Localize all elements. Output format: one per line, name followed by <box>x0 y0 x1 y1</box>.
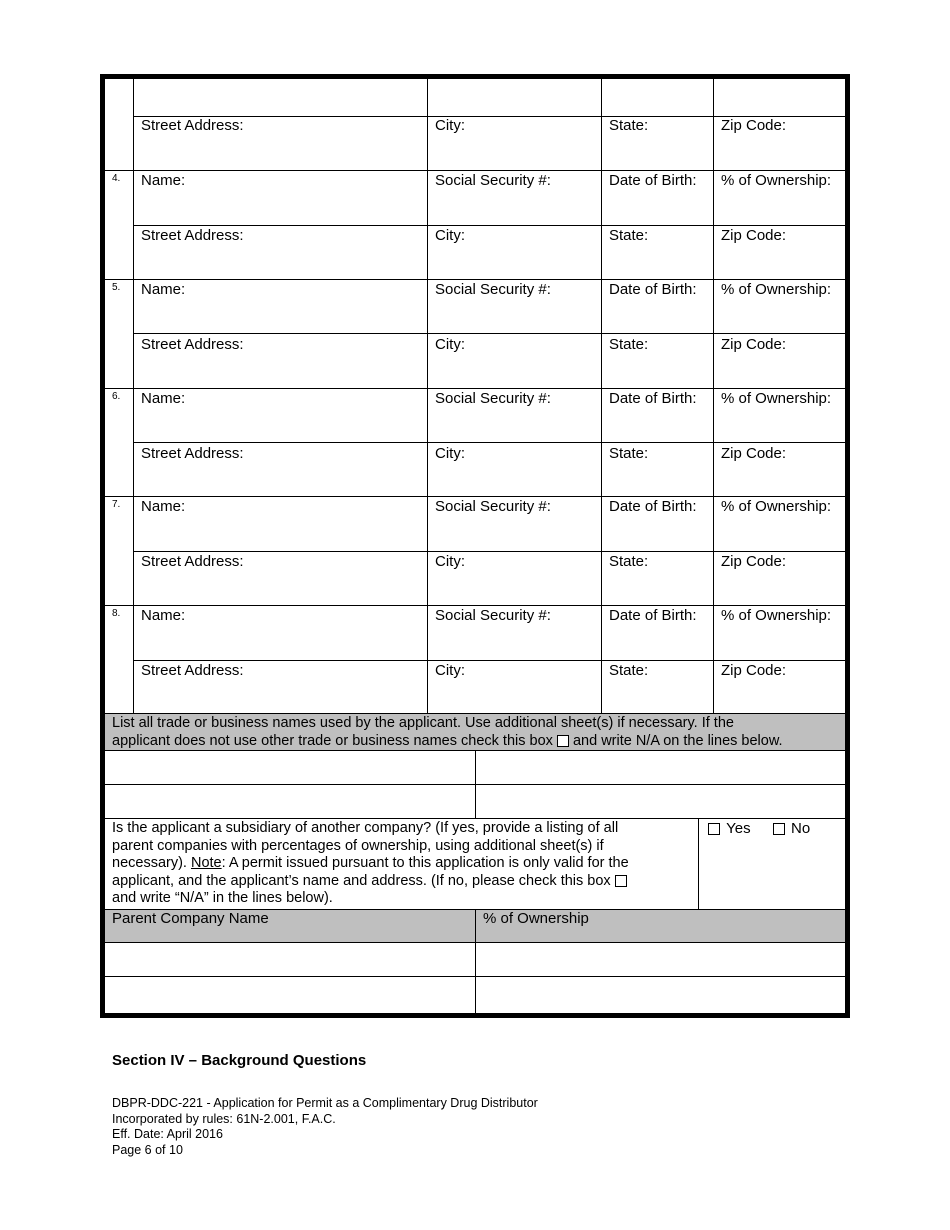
owner3-zip-label[interactable]: Zip Code: <box>721 117 787 134</box>
owner3-top-field[interactable] <box>134 79 426 115</box>
owner3-state-label[interactable]: State: <box>609 117 649 134</box>
owner-number: 4. <box>112 173 121 184</box>
parent-company-name-header: Parent Company Name <box>112 910 269 927</box>
trade-name-field-1[interactable] <box>106 751 474 783</box>
owner4-street-label[interactable]: Street Address: <box>141 227 244 244</box>
trade-name-field-3[interactable] <box>106 785 474 817</box>
no-trade-names-checkbox[interactable] <box>557 735 569 747</box>
owner4-dob-label[interactable]: Date of Birth: <box>609 172 697 189</box>
owner7-ownership-label[interactable]: % of Ownership: <box>721 498 832 515</box>
owner8-dob-label[interactable]: Date of Birth: <box>609 607 697 624</box>
form-id: DBPR-DDC-221 - Application for Permit as a Complimentary Drug Distributor <box>112 1096 538 1110</box>
trade-name-field-2[interactable] <box>476 751 844 783</box>
owner3-top-field[interactable] <box>714 79 844 115</box>
parent-ownership-field-1[interactable] <box>476 943 844 975</box>
owner7-dob-label[interactable]: Date of Birth: <box>609 498 697 515</box>
owner8-street-label[interactable]: Street Address: <box>141 662 244 679</box>
effective-date: Eff. Date: April 2016 <box>112 1127 223 1141</box>
owner-number: 6. <box>112 391 121 402</box>
owner6-zip-label[interactable]: Zip Code: <box>721 445 787 462</box>
not-subsidiary-checkbox[interactable] <box>615 875 627 887</box>
rules-reference: Incorporated by rules: 61N-2.001, F.A.C. <box>112 1111 336 1126</box>
owner6-street-label[interactable]: Street Address: <box>141 445 244 462</box>
owner8-state-label[interactable]: State: <box>609 662 649 679</box>
owner6-ssn-label[interactable]: Social Security #: <box>435 390 551 407</box>
owner7-ssn-label[interactable]: Social Security #: <box>435 498 551 515</box>
owner6-state-label[interactable]: State: <box>609 445 649 462</box>
owner4-name-label[interactable]: Name: <box>141 172 186 189</box>
section-title: Section IV – Background Questions <box>112 1052 367 1069</box>
subsidiary-yes-no: Yes No <box>708 820 810 838</box>
owner7-street-label[interactable]: Street Address: <box>141 553 244 570</box>
owner6-city-label[interactable]: City: <box>435 445 465 462</box>
owner8-city-label[interactable]: City: <box>435 662 465 679</box>
page-number: Page 6 of 10 <box>112 1142 183 1157</box>
owner-number: 8. <box>112 608 121 619</box>
owner5-ownership-label[interactable]: % of Ownership: <box>721 281 832 298</box>
owner8-name-label[interactable]: Name: <box>141 607 186 624</box>
subsidiary-no-checkbox[interactable] <box>773 823 785 835</box>
parent-company-name-field-1[interactable] <box>106 943 474 975</box>
owner8-ownership-label[interactable]: % of Ownership: <box>721 607 832 624</box>
owner5-name-label[interactable]: Name: <box>141 281 186 298</box>
trade-name-field-4[interactable] <box>476 785 844 817</box>
page-footer <box>112 1096 538 1158</box>
owner3-top-field[interactable] <box>602 79 712 115</box>
owner8-ssn-label[interactable]: Social Security #: <box>435 607 551 624</box>
owner4-state-label[interactable]: State: <box>609 227 649 244</box>
owner4-city-label[interactable]: City: <box>435 227 465 244</box>
owner7-zip-label[interactable]: Zip Code: <box>721 553 787 570</box>
owner6-name-label[interactable]: Name: <box>141 390 186 407</box>
owner5-ssn-label[interactable]: Social Security #: <box>435 281 551 298</box>
owner4-zip-label[interactable]: Zip Code: <box>721 227 787 244</box>
owner3-top-field[interactable] <box>428 79 600 115</box>
owner7-state-label[interactable]: State: <box>609 553 649 570</box>
owner6-ownership-label[interactable]: % of Ownership: <box>721 390 832 407</box>
parent-ownership-field-2[interactable] <box>476 977 844 1012</box>
owner6-dob-label[interactable]: Date of Birth: <box>609 390 697 407</box>
owner-number: 5. <box>112 282 121 293</box>
owner4-ssn-label[interactable]: Social Security #: <box>435 172 551 189</box>
owner8-zip-label[interactable]: Zip Code: <box>721 662 787 679</box>
subsidiary-question: Is the applicant a subsidiary of another company? (If yes, provide a listing of all parent companies with percentages of ownership, using additional sheet(s) if necessary). Note: A permit issued pursuant to this application is only valid for the applicant, and the applicant’s name and address. (If no, please check this box and write “N/A” in the lines below). <box>112 820 629 906</box>
owner7-name-label[interactable]: Name: <box>141 498 186 515</box>
trade-names-instructions: List all trade or business names used by the applicant. Use additional sheet(s) if necessary. If the applicant does not use other trade or business names check this box and write N/A on the lines below. <box>112 715 783 749</box>
owner-number: 7. <box>112 499 121 510</box>
owner3-street-label[interactable]: Street Address: <box>141 117 244 134</box>
owner5-city-label[interactable]: City: <box>435 336 465 353</box>
owner3-city-label[interactable]: City: <box>435 117 465 134</box>
parent-ownership-header: % of Ownership <box>483 910 589 927</box>
owner4-ownership-label[interactable]: % of Ownership: <box>721 172 832 189</box>
owner5-street-label[interactable]: Street Address: <box>141 336 244 353</box>
owner5-state-label[interactable]: State: <box>609 336 649 353</box>
owner5-zip-label[interactable]: Zip Code: <box>721 336 787 353</box>
owner7-city-label[interactable]: City: <box>435 553 465 570</box>
parent-company-name-field-2[interactable] <box>106 977 474 1012</box>
owner5-dob-label[interactable]: Date of Birth: <box>609 281 697 298</box>
subsidiary-yes-checkbox[interactable] <box>708 823 720 835</box>
